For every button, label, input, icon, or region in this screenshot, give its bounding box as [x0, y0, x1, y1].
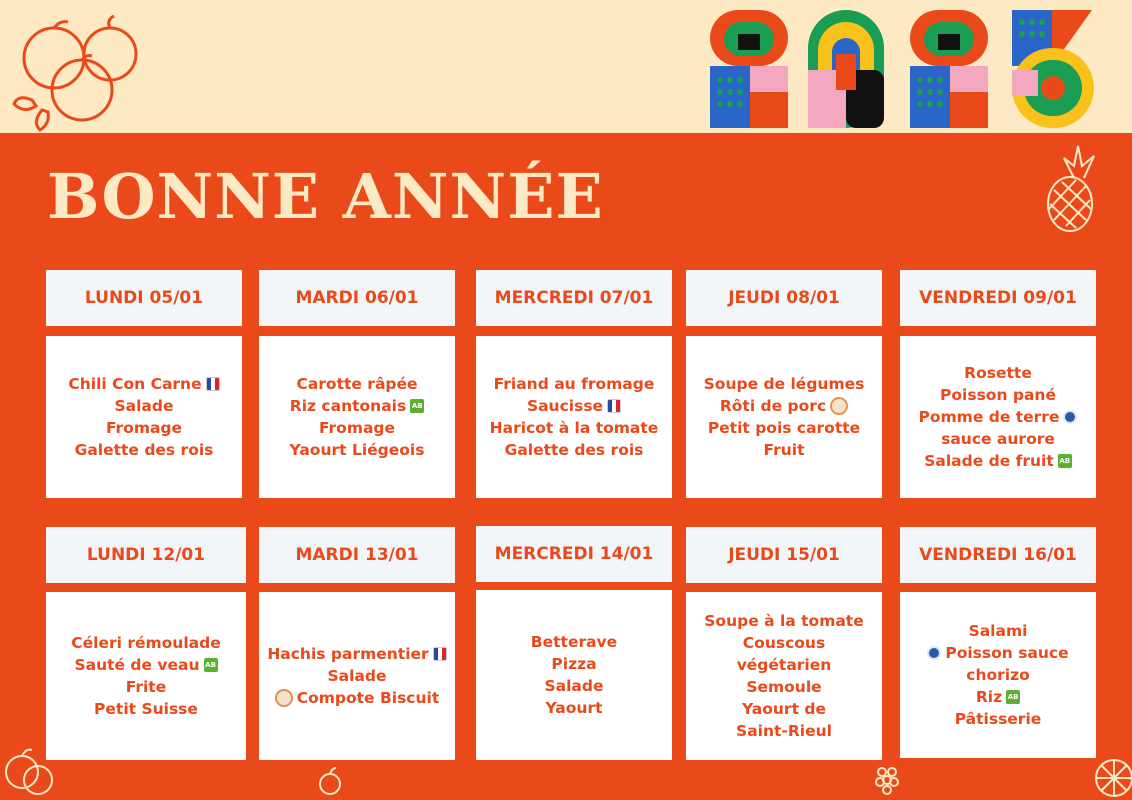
menu-card-tue-06 — [259, 336, 455, 498]
menu-item: Poisson pané — [940, 386, 1056, 404]
menu-item: Pizza — [551, 655, 597, 673]
menu-item: Fruit — [763, 441, 805, 459]
apple-icon — [318, 766, 342, 796]
msc-label-icon — [927, 646, 941, 660]
menu-item: Pomme de terre — [919, 406, 1078, 428]
menu-item: Sauté de veau AB — [74, 654, 217, 676]
menu-card-thu-15 — [686, 592, 882, 760]
menu-item: Frite — [125, 678, 167, 696]
menu-item: Hachis parmentier — [267, 643, 446, 665]
menu-item: Yaourt de — [741, 700, 826, 718]
menu-item: Chili Con Carne — [68, 373, 219, 395]
page-title: BONNE ANNÉE — [47, 160, 604, 233]
grapes-icon — [874, 762, 900, 798]
menu-item: Riz AB — [976, 686, 1020, 708]
day-label: MERCREDI 14/01 — [494, 544, 654, 564]
menu-item: sauce aurore — [941, 430, 1055, 448]
menu-item: Carotte râpée — [296, 375, 418, 393]
day-label: MARDI 13/01 — [295, 545, 419, 565]
quality-label-icon — [830, 397, 848, 415]
bio-label-icon — [1058, 454, 1072, 468]
day-header-tue-13 — [259, 527, 455, 583]
day-label: LUNDI 12/01 — [86, 545, 206, 565]
menu-item: Fromage — [105, 419, 183, 437]
menu-item: Salade — [327, 667, 387, 685]
menu-item: Fromage — [318, 419, 396, 437]
menu-item: Salade — [114, 397, 174, 415]
oranges-icon — [12, 10, 152, 132]
menu-item: Saucisse — [527, 395, 621, 417]
menu-card-mon-12 — [46, 592, 246, 760]
day-header-wed-14 — [476, 526, 672, 582]
menu-item: Petit pois carotte — [707, 419, 861, 437]
menu-item: Soupe de légumes — [703, 375, 865, 393]
day-label: VENDREDI 09/01 — [919, 288, 1077, 308]
menu-item: Compote Biscuit — [275, 687, 440, 709]
day-label: JEUDI 08/01 — [728, 288, 840, 308]
menu-card-fri-16 — [900, 592, 1096, 758]
menu-item: Soupe à la tomate — [704, 612, 864, 630]
menu-item: Betterave — [530, 633, 618, 651]
menu-item: Yaourt Liégeois — [289, 441, 425, 459]
day-header-wed-07 — [476, 270, 672, 326]
menu-item: Poisson sauce — [927, 642, 1068, 664]
menu-item: Riz cantonais AB — [290, 395, 424, 417]
origine-france-icon — [206, 377, 220, 391]
menu-item: chorizo — [966, 666, 1030, 684]
menu-item: Semoule — [746, 678, 822, 696]
year-2026-graphic — [708, 8, 1096, 130]
citrus-icon — [1092, 752, 1132, 800]
menu-item: Rôti de porc — [720, 395, 848, 417]
menu-card-fri-09 — [900, 336, 1096, 498]
day-header-thu-15 — [686, 527, 882, 583]
menu-item: Galette des rois — [74, 441, 214, 459]
bio-label-icon — [1006, 690, 1020, 704]
day-label: JEUDI 15/01 — [728, 545, 840, 565]
day-header-fri-09 — [900, 270, 1096, 326]
bio-label-icon — [204, 658, 218, 672]
menu-item: Pâtisserie — [954, 710, 1042, 728]
menu-item: Céleri rémoulade — [71, 634, 221, 652]
menu-item: Friand au fromage — [493, 375, 655, 393]
day-label: VENDREDI 16/01 — [919, 545, 1077, 565]
menu-item: Haricot à la tomate — [489, 419, 659, 437]
menu-item: Salami — [968, 622, 1028, 640]
menu-item: Couscous — [742, 634, 826, 652]
quality-label-icon — [275, 689, 293, 707]
origine-france-icon — [433, 647, 447, 661]
day-header-mon-05 — [46, 270, 242, 326]
menu-item: végétarien — [736, 656, 832, 674]
menu-item: Galette des rois — [504, 441, 644, 459]
menu-item: Petit Suisse — [94, 700, 198, 718]
day-label: MARDI 06/01 — [295, 288, 419, 308]
day-header-mon-12 — [46, 527, 246, 583]
menu-card-mon-05 — [46, 336, 242, 498]
day-header-tue-06 — [259, 270, 455, 326]
menu-item: Salade — [544, 677, 604, 695]
menu-item: Rosette — [964, 364, 1032, 382]
day-header-thu-08 — [686, 270, 882, 326]
day-label: MERCREDI 07/01 — [494, 288, 654, 308]
menu-card-wed-14 — [476, 590, 672, 760]
origine-france-icon — [607, 399, 621, 413]
day-label: LUNDI 05/01 — [84, 288, 204, 308]
menu-card-tue-13 — [259, 592, 455, 760]
msc-label-icon — [1063, 410, 1077, 424]
menu-card-thu-08 — [686, 336, 882, 498]
menu-item: Yaourt — [545, 699, 603, 717]
menu-item: Salade de fruit AB — [924, 450, 1072, 472]
menu-card-wed-07 — [476, 336, 672, 498]
menu-item: Saint-Rieul — [736, 722, 832, 740]
pineapple-icon — [1044, 142, 1106, 234]
day-header-fri-16 — [900, 527, 1096, 583]
bio-label-icon — [410, 399, 424, 413]
